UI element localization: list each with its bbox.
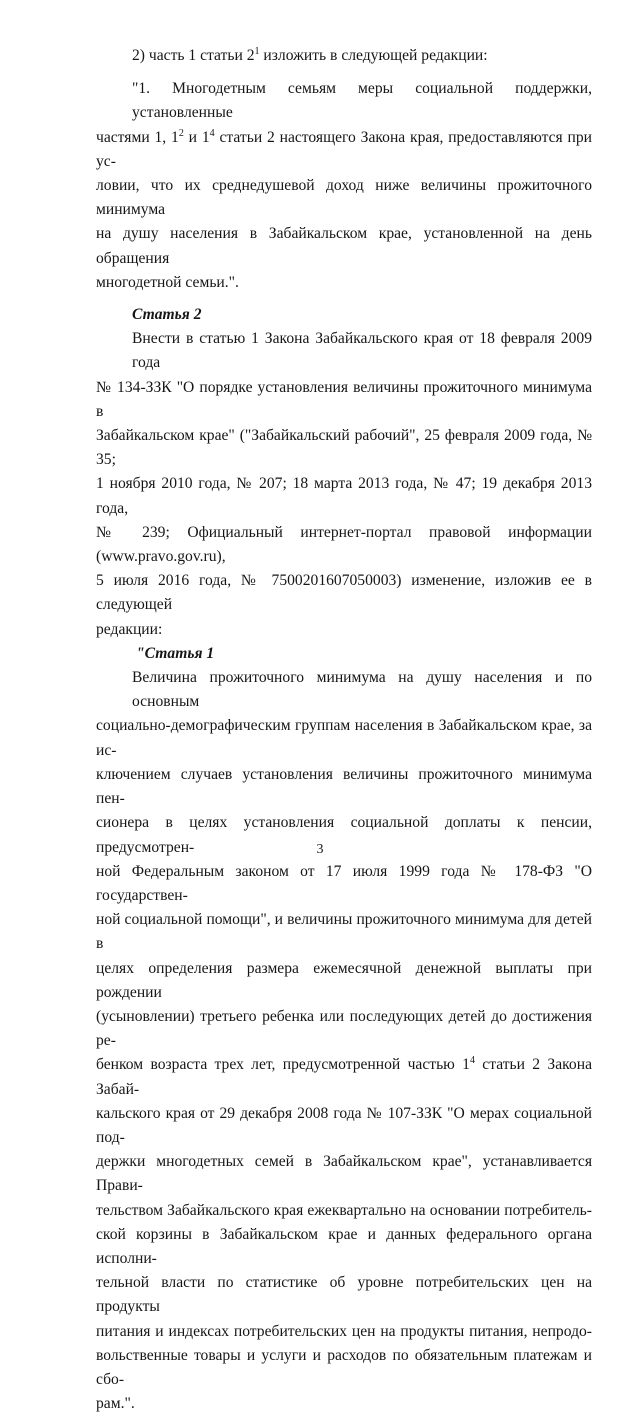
superscript: 4: [469, 1055, 475, 1067]
article-1-line: вольственные товары и услуги и расходов по обязательным платежам и сбо-: [96, 1346, 592, 1388]
article-1-line: ной социальной помощи", и величины прожиточного минимума для детей в: [96, 911, 592, 953]
document-page: [96, 44, 592, 1416]
article-2-body: [96, 327, 592, 642]
quote-text: и 1: [183, 128, 210, 146]
superscript: 2: [178, 127, 184, 139]
article-2-line: Внести в статью 1 Закона Забайкальского края от 18 февраля 2009 года: [132, 330, 592, 372]
quoted-part-1: [96, 77, 592, 295]
quote-line: [96, 126, 592, 174]
article-1-line: ской корзины в Забайкальском крае и данных федерального органа исполни-: [96, 1225, 592, 1267]
amendment-text-tail: изложить в следующей редакции:: [259, 47, 488, 64]
quote-line: ловии, что их среднедушевой доход ниже величины прожиточного минимума: [96, 177, 592, 219]
article-1-line: целях определения размера ежемесячной денежной выплаты при рождении: [96, 959, 592, 1001]
superscript: 4: [209, 127, 215, 139]
article-1-line: держки многодетных семей в Забайкальском крае", устанавливается Прави-: [96, 1153, 592, 1195]
article-1-line: социально-демографическим группам населения в Забайкальском крае, за ис-: [96, 717, 592, 759]
amendment-item: [96, 44, 592, 68]
article-2-line: № 239; Официальный интернет-портал правовой информации (www.pravo.gov.ru),: [96, 523, 592, 566]
page-number: 3: [316, 842, 324, 857]
article-1-line: [96, 1053, 592, 1101]
quote-text: частями 1, 1: [96, 128, 179, 146]
amendment-item-line: [96, 44, 592, 68]
article-2-line: 5 июля 2016 года, № 7500201607050003) изменение, изложив ее в следующей: [96, 572, 592, 614]
article-1-body: [96, 666, 592, 1416]
article-1-line: ной Федеральным законом от 17 июля 1999 года № 178-ФЗ "О государствен-: [96, 862, 592, 904]
article-1-line: питания и индексах потребительских цен на продукты питания, непродо-: [96, 1322, 592, 1340]
article-1-line: тельством Забайкальского края ежеквартально на основании потребитель-: [96, 1201, 592, 1219]
article-1-line: тельной власти по статистике об уровне потребительских цен на продукты: [96, 1274, 592, 1316]
article-2-line: 1 ноября 2010 года, № 207; 18 марта 2013 года, № 47; 19 декабря 2013 года,: [96, 475, 592, 517]
article-1-text: бенком возраста трех лет, предусмотренной частью 1: [96, 1056, 470, 1074]
quote-line: многодетной семьи.".: [96, 273, 239, 291]
quote-line: на душу населения в Забайкальском крае, установленной на день обращения: [96, 225, 592, 267]
quote-text: статьи 2 настоящего Закона края, предоставляются при ус-: [96, 128, 593, 170]
quote-line: "1. Многодетным семьям меры социальной поддержки, установленные: [132, 80, 592, 122]
article-1-line: сионера в целях установления социальной доплаты к пенсии, предусмотрен-: [96, 814, 592, 856]
article-1-line: Величина прожиточного минимума на душу населения и по основным: [132, 669, 592, 711]
article-1-line: кальского края от 29 декабря 2008 года № 107-ЗЗК "О мерах социальной под-: [96, 1104, 592, 1146]
article-1-line: рам.".: [96, 1395, 135, 1413]
superscript: 1: [254, 45, 260, 57]
article-2-line: № 134-ЗЗК "О порядке установления величины прожиточного минимума в: [96, 378, 592, 420]
article-2-line: Забайкальском крае" ("Забайкальский рабочий", 25 февраля 2009 года, № 35;: [96, 427, 592, 469]
article-2-line: редакции:: [96, 620, 163, 638]
article-1-heading: "Статья 1: [136, 644, 215, 662]
article-1-line: ключением случаев установления величины прожиточного минимума пен-: [96, 765, 592, 808]
article-1-line: (усыновлении) третьего ребенка или последующих детей до достижения ре-: [96, 1007, 592, 1050]
amendment-text: 2) часть 1 статьи 2: [132, 47, 255, 64]
article-2-heading: Статья 2: [132, 306, 202, 324]
article-1-text: статьи 2 Закона Забай-: [96, 1056, 592, 1098]
